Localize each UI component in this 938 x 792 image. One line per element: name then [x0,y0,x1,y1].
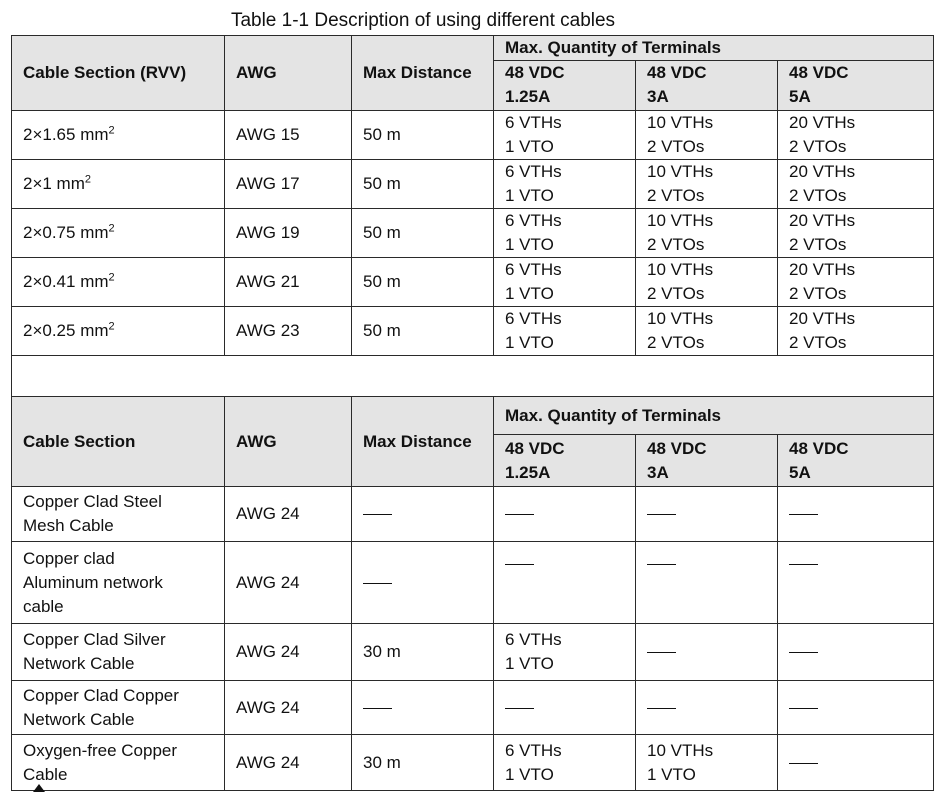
empty-dash [647,514,676,515]
table-row [12,542,934,624]
cell-max-distance: 50 m [352,160,494,209]
cell-48vdc-1-25a: 6 VTHs 1 VTO [494,307,636,356]
header-max-distance: Max Distance [352,397,494,487]
cell-48vdc-3a: 10 VTHs 2 VTOs [636,160,778,209]
cell-48vdc-1-25a: 6 VTHs 1 VTO [494,209,636,258]
cell-48vdc-3a: 10 VTHs 2 VTOs [636,209,778,258]
cell-48vdc-5a [778,681,934,735]
cell-awg: AWG 19 [225,209,352,258]
cell-cable-section: 2×1 $mm^2$ [12,160,225,209]
cell-awg: AWG 24 [225,487,352,542]
cell-48vdc-1-25a [494,681,636,735]
cell-cable-section: Oxygen-free Copper Cable [12,735,225,791]
header-max-distance: Max Distance [352,36,494,111]
cell-awg: AWG 23 [225,307,352,356]
empty-dash [363,708,392,709]
cell-max-distance: 50 m [352,111,494,160]
cell-48vdc-1-25a: 6 VTHs 1 VTO [494,160,636,209]
table-row [12,307,934,356]
empty-dash [505,708,534,709]
cell-48vdc-5a: 20 VTHs 2 VTOs [778,111,934,160]
table-row [12,681,934,735]
table-row [12,111,934,160]
cell-max-distance: 50 m [352,307,494,356]
cell-awg: AWG 24 [225,735,352,791]
cell-max-distance: 30 m [352,735,494,791]
cell-max-distance: 30 m [352,624,494,681]
cell-awg: AWG 24 [225,624,352,681]
cell-48vdc-1-25a: 6 VTHs 1 VTO [494,258,636,307]
table-spacer [12,356,934,396]
table-row [12,624,934,681]
cell-48vdc-5a [778,487,934,542]
table-caption: Table 1-1 Description of using different cables [230,10,616,31]
header-awg: AWG [225,36,352,111]
header-48vdc-1-25a: 48 VDC 1.25A [494,435,636,487]
cell-48vdc-3a: 10 VTHs 2 VTOs [636,111,778,160]
cell-max-distance: 50 m [352,258,494,307]
cell-48vdc-5a: 20 VTHs 2 VTOs [778,209,934,258]
cell-48vdc-5a [778,542,934,624]
cell-max-distance [352,681,494,735]
empty-dash [647,708,676,709]
table-row [12,735,934,791]
table-row [12,160,934,209]
cell-48vdc-3a [636,487,778,542]
header-48vdc-1-25a: 48 VDC 1.25A [494,61,636,111]
header-awg: AWG [225,397,352,487]
cell-48vdc-3a [636,624,778,681]
empty-dash [789,652,818,653]
header-48vdc-3a: 48 VDC 3A [636,61,778,111]
cell-48vdc-5a: 20 VTHs 2 VTOs [778,160,934,209]
cell-awg: AWG 24 [225,681,352,735]
cell-48vdc-3a: 10 VTHs 1 VTO [636,735,778,791]
header-48vdc-5a: 48 VDC 5A [778,61,934,111]
empty-dash [647,652,676,653]
cell-awg: AWG 21 [225,258,352,307]
cell-48vdc-1-25a [494,487,636,542]
empty-dash [647,564,676,565]
cell-cable-section: Copper Clad Silver Network Cable [12,624,225,681]
header-max-quantity: Max. Quantity of Terminals [494,36,934,61]
network-cable-table [11,396,934,791]
header-cable-section: Cable Section [12,397,225,487]
empty-dash [789,564,818,565]
table-row [12,209,934,258]
cell-48vdc-5a [778,624,934,681]
cell-max-distance [352,487,494,542]
cell-48vdc-1-25a: 6 VTHs 1 VTO [494,111,636,160]
cell-cable-section: 2×0.25 $mm^2$ [12,307,225,356]
header-cable-section: Cable Section (RVV) [12,36,225,111]
cell-48vdc-1-25a [494,542,636,624]
empty-dash [789,763,818,764]
cell-48vdc-3a: 10 VTHs 2 VTOs [636,307,778,356]
empty-dash [789,708,818,709]
cell-cable-section: Copper Clad Copper Network Cable [12,681,225,735]
empty-dash [363,514,392,515]
cell-48vdc-3a: 10 VTHs 2 VTOs [636,258,778,307]
cell-48vdc-5a [778,735,934,791]
empty-dash [789,514,818,515]
cell-cable-section: 2×0.75 $mm^2$ [12,209,225,258]
cell-max-distance: 50 m [352,209,494,258]
cell-cable-section: 2×1.65 $mm^2$ [12,111,225,160]
cell-cable-section: 2×0.41 $mm^2$ [12,258,225,307]
cell-max-distance [352,542,494,624]
empty-dash [505,514,534,515]
cell-48vdc-5a: 20 VTHs 2 VTOs [778,307,934,356]
cell-cable-section: Copper Clad Steel Mesh Cable [12,487,225,542]
rvv-cable-table [11,35,934,396]
cell-awg: AWG 24 [225,542,352,624]
cell-48vdc-1-25a: 6 VTHs 1 VTO [494,735,636,791]
header-48vdc-3a: 48 VDC 3A [636,435,778,487]
header-48vdc-5a: 48 VDC 5A [778,435,934,487]
empty-dash [505,564,534,565]
cell-48vdc-5a: 20 VTHs 2 VTOs [778,258,934,307]
header-max-quantity: Max. Quantity of Terminals [494,397,934,435]
cell-awg: AWG 17 [225,160,352,209]
cell-awg: AWG 15 [225,111,352,160]
cell-48vdc-3a [636,681,778,735]
cell-cable-section: Copper clad Aluminum network cable [12,542,225,624]
cell-48vdc-3a [636,542,778,624]
table-row [12,258,934,307]
table-row [12,487,934,542]
cell-48vdc-1-25a: 6 VTHs 1 VTO [494,624,636,681]
empty-dash [363,583,392,584]
